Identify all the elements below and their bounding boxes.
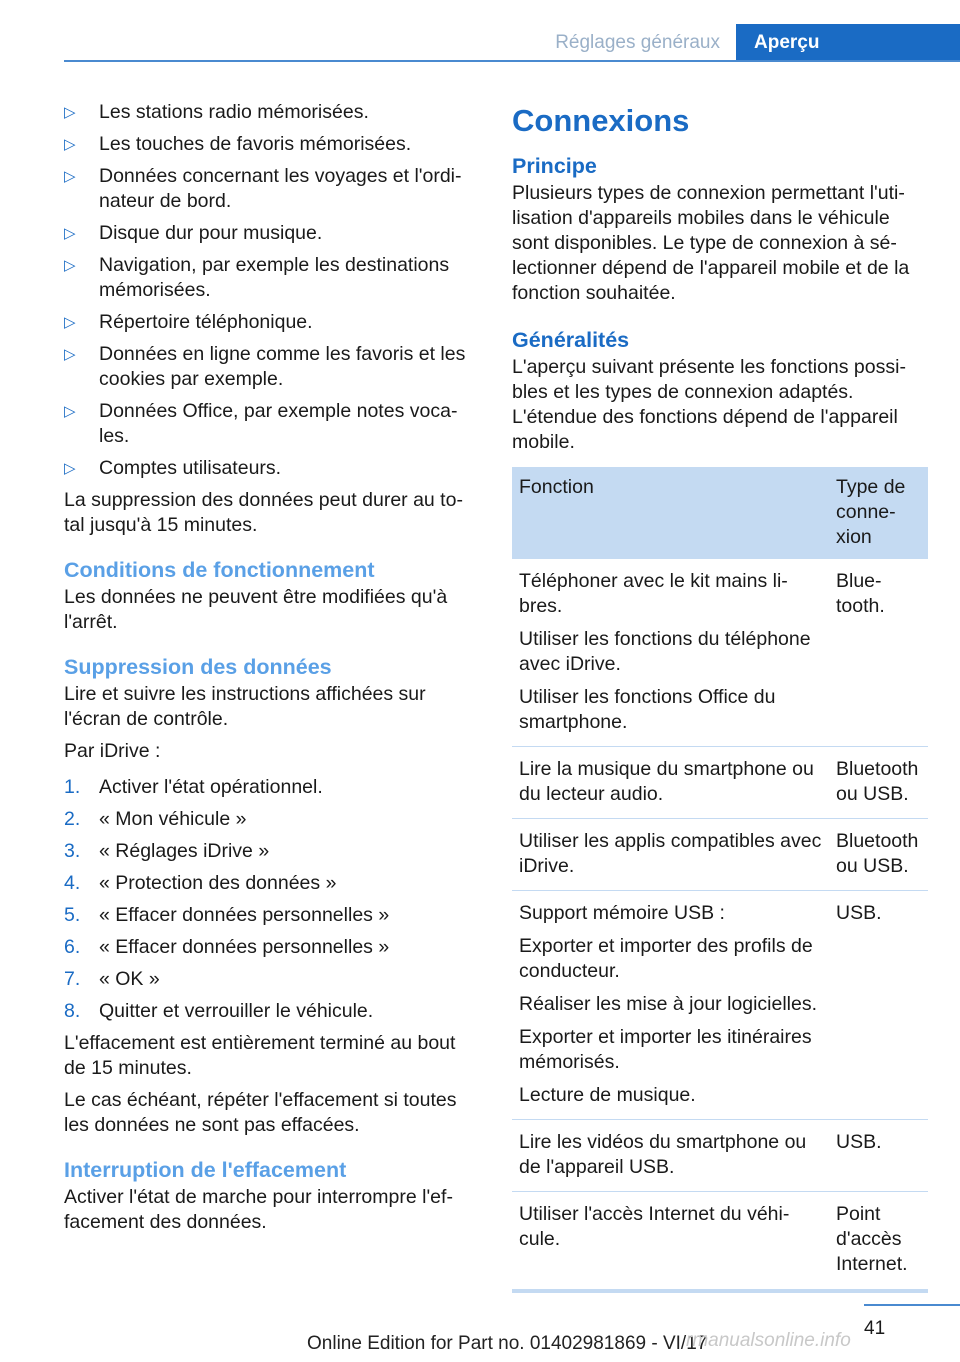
step-item xyxy=(64,903,476,928)
list-item xyxy=(64,253,476,303)
table-row xyxy=(512,1192,928,1292)
triangle-bullet-icon: ▷ xyxy=(64,314,76,331)
deletion-paragraph: Lire et suivre les instructions affichées sur l'écran de contrôle. xyxy=(64,683,426,730)
step-item xyxy=(64,871,476,896)
step-item xyxy=(64,807,476,832)
step-number: 8. xyxy=(64,1000,81,1022)
function-text: Utiliser les fonctions du téléphone avec iDrive. xyxy=(519,628,811,675)
step-text: Quitter et verrouiller le véhicule. xyxy=(99,1000,374,1022)
step-text: « Effacer données personnelles » xyxy=(99,904,390,926)
step-text: « Protection des données » xyxy=(99,872,337,894)
connection-type-cell: USB. xyxy=(829,1120,928,1192)
header-rule xyxy=(64,60,960,62)
list-item-text: Les stations radio mémorisées. xyxy=(99,101,369,123)
step-item xyxy=(64,967,476,992)
table-row xyxy=(512,891,928,1120)
function-cell xyxy=(512,819,829,891)
step-number: 7. xyxy=(64,968,81,990)
function-cell xyxy=(512,1120,829,1192)
function-text: Utiliser les applis compatibles avec iDrive. xyxy=(519,830,822,877)
triangle-bullet-icon: ▷ xyxy=(64,136,76,153)
table-row xyxy=(512,559,928,747)
function-text: Exporter et importer les itinéraires mémorisés. xyxy=(519,1026,812,1073)
list-item xyxy=(64,100,476,125)
list-item xyxy=(64,221,476,246)
step-number: 4. xyxy=(64,872,81,894)
function-text: Utiliser l'accès Internet du véhicule. xyxy=(519,1203,790,1250)
step-number: 3. xyxy=(64,840,81,862)
conditions-heading: Conditions de fonctionnement xyxy=(64,558,375,582)
list-item xyxy=(64,132,476,157)
principle-heading: Principe xyxy=(512,154,597,178)
table-header-function: Fonction xyxy=(512,467,829,559)
connection-type-cell: Point d'accès Internet. xyxy=(829,1192,928,1292)
triangle-bullet-icon: ▷ xyxy=(64,168,76,185)
list-item-text: Navigation, par exemple les destinations mémorisées. xyxy=(99,254,450,301)
function-text: Utiliser les fonctions Office du smartphone. xyxy=(519,686,776,733)
list-item-text: Les touches de favoris mémorisées. xyxy=(99,133,412,155)
connection-type-cell: Bluetooth ou USB. xyxy=(829,819,928,891)
function-text: Lire la musique du smartphone ou du lecteur audio. xyxy=(519,758,814,805)
list-item xyxy=(64,164,476,214)
page-number: 41 xyxy=(864,1318,886,1339)
function-cell xyxy=(512,1192,829,1292)
function-cell xyxy=(512,891,829,1120)
conditions-paragraph: Les données ne peuvent être modifiées qu'à l'arrêt. xyxy=(64,586,448,633)
header-section-title: Réglages généraux xyxy=(555,32,720,53)
step-number: 1. xyxy=(64,776,81,798)
list-item-text: Comptes utilisateurs. xyxy=(99,457,282,479)
triangle-bullet-icon: ▷ xyxy=(64,460,76,477)
step-item xyxy=(64,935,476,960)
step-text: « Effacer données personnelles » xyxy=(99,936,390,958)
connection-type-cell: Bluetooth ou USB. xyxy=(829,747,928,819)
table-header-row xyxy=(512,467,928,559)
general-heading: Généralités xyxy=(512,328,630,352)
connections-title: Connexions xyxy=(512,103,690,138)
step-number: 2. xyxy=(64,808,81,830)
function-cell xyxy=(512,747,829,819)
general-paragraph-2: L'étendue des fonctions dépend de l'appareil mobile. xyxy=(512,406,898,453)
left-column xyxy=(64,100,476,1242)
header-chapter-tab: Aperçu xyxy=(736,24,960,62)
table-row xyxy=(512,747,928,819)
connections-table xyxy=(512,467,928,1293)
function-text: Lecture de musique. xyxy=(519,1084,696,1106)
step-number: 6. xyxy=(64,936,81,958)
triangle-bullet-icon: ▷ xyxy=(64,257,76,274)
list-item xyxy=(64,342,476,392)
function-cell xyxy=(512,559,829,747)
page-header xyxy=(0,0,960,64)
step-item xyxy=(64,839,476,864)
general-paragraph-1: L'aperçu suivant présente les fonctions possibles et les types de connexion adaptés. xyxy=(512,356,906,403)
repeat-paragraph: Le cas échéant, répéter l'effacement si toutes les données ne sont pas effacées. xyxy=(64,1089,457,1136)
table-row xyxy=(512,819,928,891)
triangle-bullet-icon: ▷ xyxy=(64,104,76,121)
list-item-text: Disque dur pour musique. xyxy=(99,222,323,244)
list-item-text: Données concernant les voyages et l'ordinateur de bord. xyxy=(99,165,462,212)
data-bullet-list xyxy=(64,100,476,481)
steps-list xyxy=(64,775,476,1024)
step-item xyxy=(64,999,476,1024)
right-column xyxy=(512,100,928,1293)
list-item-text: Données Office, par exemple notes vocales. xyxy=(99,400,458,447)
step-number: 5. xyxy=(64,904,81,926)
completion-paragraph: L'effacement est entièrement terminé au bout de 15 minutes. xyxy=(64,1032,456,1079)
table-row xyxy=(512,1120,928,1192)
deletion-heading: Suppression des données xyxy=(64,655,332,679)
interrupt-paragraph: Activer l'état de marche pour interrompre l'effacement des données. xyxy=(64,1186,453,1233)
function-text: Téléphoner avec le kit mains libres. xyxy=(519,570,788,617)
principle-paragraph: Plusieurs types de connexion permettant l'utilisation d'appareils mobiles dans le véhicule sont disponibles. Le type de connexion à sélectionner dépend de l'appareil mobile et de la fonction souhaitée. xyxy=(512,182,910,304)
triangle-bullet-icon: ▷ xyxy=(64,225,76,242)
duration-paragraph: La suppression des données peut durer au total jusqu'à 15 minutes. xyxy=(64,489,463,536)
footer-rule xyxy=(864,1304,960,1306)
interrupt-heading: Interruption de l'effacement xyxy=(64,1158,347,1182)
connection-type-cell: USB. xyxy=(829,891,928,1120)
step-text: Activer l'état opérationnel. xyxy=(99,776,323,798)
triangle-bullet-icon: ▷ xyxy=(64,346,76,363)
step-text: « OK » xyxy=(99,968,160,990)
list-item xyxy=(64,310,476,335)
watermark-text: rmanualsonline.info xyxy=(686,1330,851,1351)
function-text: Exporter et importer des profils de conducteur. xyxy=(519,935,813,982)
function-text: Lire les vidéos du smartphone ou de l'appareil USB. xyxy=(519,1131,807,1178)
step-text: « Réglages iDrive » xyxy=(99,840,270,862)
step-item xyxy=(64,775,476,800)
triangle-bullet-icon: ▷ xyxy=(64,403,76,420)
via-idrive-label: Par iDrive : xyxy=(64,740,161,762)
list-item-text: Données en ligne comme les favoris et les cookies par exemple. xyxy=(99,343,466,390)
table-header-type: Type de connexion xyxy=(829,467,928,559)
connection-type-cell: Bluetooth. xyxy=(829,559,928,747)
function-text: Support mémoire USB : xyxy=(519,902,725,924)
edition-footer: Online Edition for Part no. 01402981869 - VI/17 xyxy=(307,1333,708,1354)
list-item-text: Répertoire téléphonique. xyxy=(99,311,313,333)
list-item xyxy=(64,399,476,449)
list-item xyxy=(64,456,476,481)
step-text: « Mon véhicule » xyxy=(99,808,247,830)
function-text: Réaliser les mise à jour logicielles. xyxy=(519,993,818,1015)
